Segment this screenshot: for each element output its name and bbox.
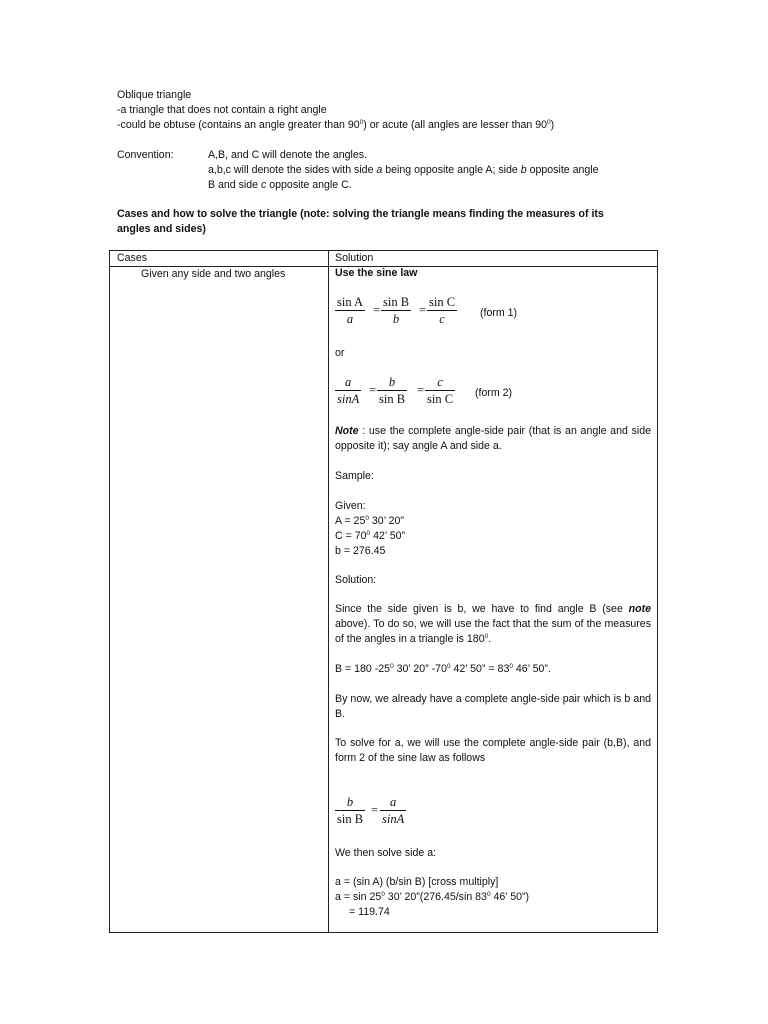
note-paragraph: Note : use the complete angle-side pair (that is an angle and side opposite it); say angle A and side a. [335, 425, 651, 452]
equals-sign: = [419, 303, 427, 317]
convention-label: Convention: [117, 149, 174, 161]
solution-heading: Use the sine law [335, 267, 418, 279]
equals-sign: = [369, 383, 377, 397]
solution-label: Solution: [335, 574, 377, 586]
fraction-sinA-a: $\frac{\text{sin A}}{a}$ [337, 295, 364, 326]
header-solution: Solution [335, 252, 374, 264]
angle-b-equation: B = 180 $-25^0$ 30’ 20” $-70^0$ 42’ 50” = $83^0$ 46’ 50”. [335, 663, 551, 675]
fraction-b-sinB: $\frac{b}{\text{sin B}}$ [379, 375, 406, 406]
sample-label: Sample: [335, 470, 374, 482]
calc-result: = 119.74 [349, 906, 390, 918]
header-cases: Cases [117, 252, 148, 264]
fraction-b-sinB: $\frac{b}{\text{sin B}}$ [337, 795, 364, 826]
case-given-side-two-angles: Given any side and two angles [141, 268, 286, 280]
given-side-b: b = 276.45 [335, 545, 386, 557]
convention-body [208, 148, 599, 193]
form-1-tag: (form 1) [480, 307, 518, 319]
calc-line-1: a = (sin A) (b/sin B) [cross multiply] [335, 876, 499, 888]
equals-sign: = [371, 803, 379, 817]
fraction-c-sinC: $\frac{c}{\text{sin C}}$ [427, 375, 454, 406]
fraction-sinB-b: $\frac{\text{sin B}}{b}$ [383, 295, 410, 326]
intro-definition: -a triangle that does not contain a right angle [117, 104, 327, 116]
or-text: or [335, 347, 345, 359]
cases-title: Cases and how to solve the triangle (note: solving the triangle means finding the measures of its angles and sides) [117, 208, 604, 235]
column-divider [328, 251, 329, 932]
solve-side-text: We then solve side a: [335, 847, 437, 859]
solution-paragraph-1: Since the side given is b, we have to find angle B (see note above). To do so, we will use the fact that the sum of the measures of the angles in a triangle is $180^0$. [335, 603, 651, 645]
given-angle-c: $C = 70^0$ 42’ 50” [335, 530, 406, 542]
convention-angles: A,B, and C will denote the angles. [208, 149, 368, 161]
fraction-sinC-c: $\frac{\text{sin C}}{c}$ [429, 295, 456, 326]
fraction-a-sinA: $\frac{a}{\sin A}$ [337, 375, 360, 406]
intro-types: -could be obtuse (contains an angle greater than $90^0$) or acute (all angles are lesser than $90^0$) [117, 119, 555, 131]
calc-line-2: $a = \sin 25^0$ 30’ 20”(276.45/sin $83^0$ 46’ 50”) [335, 891, 530, 903]
solution-paragraph-3: To solve for a, we will use the complete angle-side pair (b,B), and form 2 of the sine law as follows [335, 737, 651, 764]
intro-section [117, 88, 554, 133]
form-2-tag: (form 2) [475, 387, 513, 399]
given-label: Given: [335, 500, 366, 512]
convention-sides: a,b,c will denote the sides with side a being opposite angle A; side b opposite angle [208, 164, 599, 176]
given-angle-a: $A = 25^0$ 30’ 20” [335, 515, 404, 527]
equals-sign: = [417, 383, 425, 397]
convention-sides-cont: B and side c opposite angle C. [208, 179, 352, 191]
intro-heading: Oblique triangle [117, 89, 192, 101]
equals-sign: = [373, 303, 381, 317]
solution-paragraph-2: By now, we already have a complete angle-side pair which is b and B. [335, 693, 651, 720]
fraction-a-sinA: $\frac{a}{\sin A}$ [382, 795, 405, 826]
